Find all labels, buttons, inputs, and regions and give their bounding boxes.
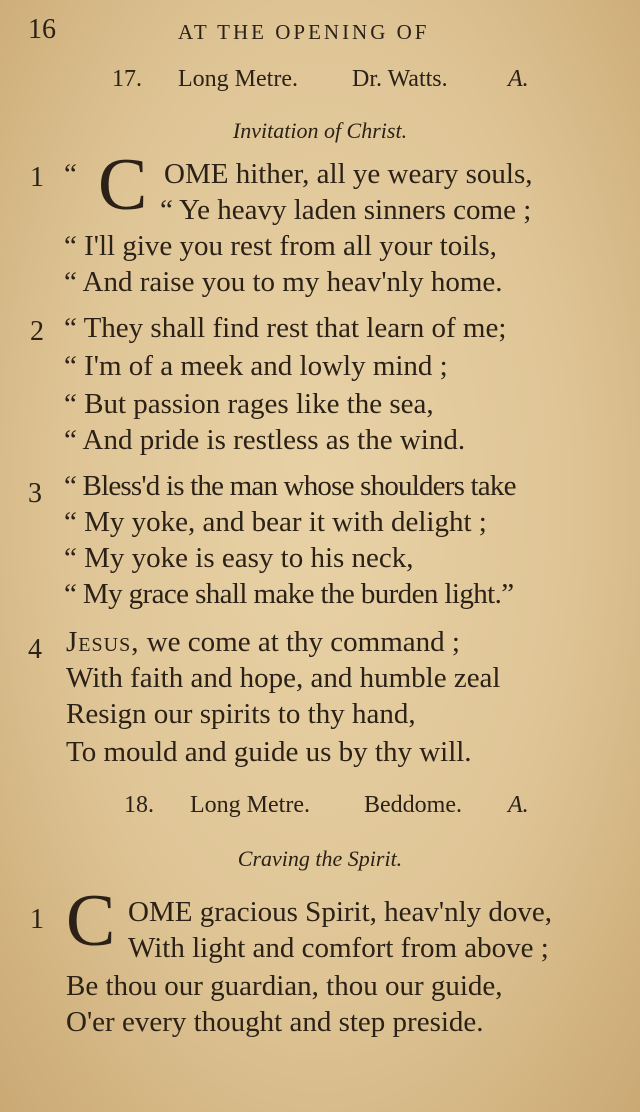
verse-line: With faith and hope, and humble zeal — [66, 662, 501, 694]
verse-line: “ And raise you to my heav'nly home. — [64, 266, 503, 298]
verse-line: OME hither, all ye weary souls, — [164, 158, 533, 190]
hymn-metre: Long Metre. — [190, 792, 310, 818]
hymn-title: Invitation of Christ. — [232, 118, 408, 143]
running-title: AT THE OPENING OF — [178, 20, 430, 44]
verse-line: “ My yoke is easy to his neck, — [64, 542, 414, 574]
open-quote: “ — [64, 158, 77, 190]
verse-line: To mould and guide us by thy will. — [66, 736, 472, 768]
hymn-author: Beddome. — [364, 792, 462, 818]
verse-line: O'er every thought and step preside. — [66, 1006, 484, 1038]
verse-number: 2 — [30, 316, 44, 347]
verse-line: Be thou our guardian, thou our guide, — [66, 970, 503, 1002]
verse-line: With light and comfort from above ; — [128, 932, 549, 964]
verse-line-rest: we come at thy command ; — [139, 626, 460, 658]
verse-line: “ I'll give you rest from all your toils, — [64, 230, 497, 262]
tune-mark: A. — [508, 66, 529, 92]
verse-line: “ My grace shall make the burden light.” — [64, 578, 514, 610]
verse-number: 1 — [30, 904, 44, 935]
name-jesus: Jesus, — [66, 626, 140, 658]
hymn-number: 18. — [124, 792, 154, 818]
verse-line: “ And pride is restless as the wind. — [64, 424, 466, 456]
verse-line: “ Bless'd is the man whose shoulders take — [64, 470, 516, 502]
verse-line: “ Ye heavy laden sinners come ; — [160, 194, 532, 226]
verse-line: “ They shall find rest that learn of me; — [64, 312, 507, 344]
verse-number: 1 — [30, 162, 44, 193]
hymn-number: 17. — [112, 66, 142, 92]
verse-line: OME gracious Spirit, heav'nly dove, — [128, 896, 553, 928]
verse-line: Resign our spirits to thy hand, — [66, 698, 416, 730]
drop-cap: C — [66, 880, 116, 962]
verse-number: 4 — [28, 634, 42, 665]
verse-line: “ My yoke, and bear it with delight ; — [64, 506, 487, 538]
running-head — [0, 14, 640, 54]
verse-line: “ I'm of a meek and lowly mind ; — [64, 350, 448, 382]
verse-number: 3 — [28, 478, 42, 509]
verse-line — [66, 628, 460, 657]
hymn-author: Dr. Watts. — [352, 66, 448, 92]
hymn-metre: Long Metre. — [178, 66, 298, 92]
drop-cap: C — [98, 144, 148, 226]
verse-line: “ But passion rages like the sea, — [64, 388, 434, 420]
tune-mark: A. — [508, 792, 529, 818]
page-number: 16 — [28, 14, 56, 45]
hymn-title: Craving the Spirit. — [237, 846, 403, 871]
